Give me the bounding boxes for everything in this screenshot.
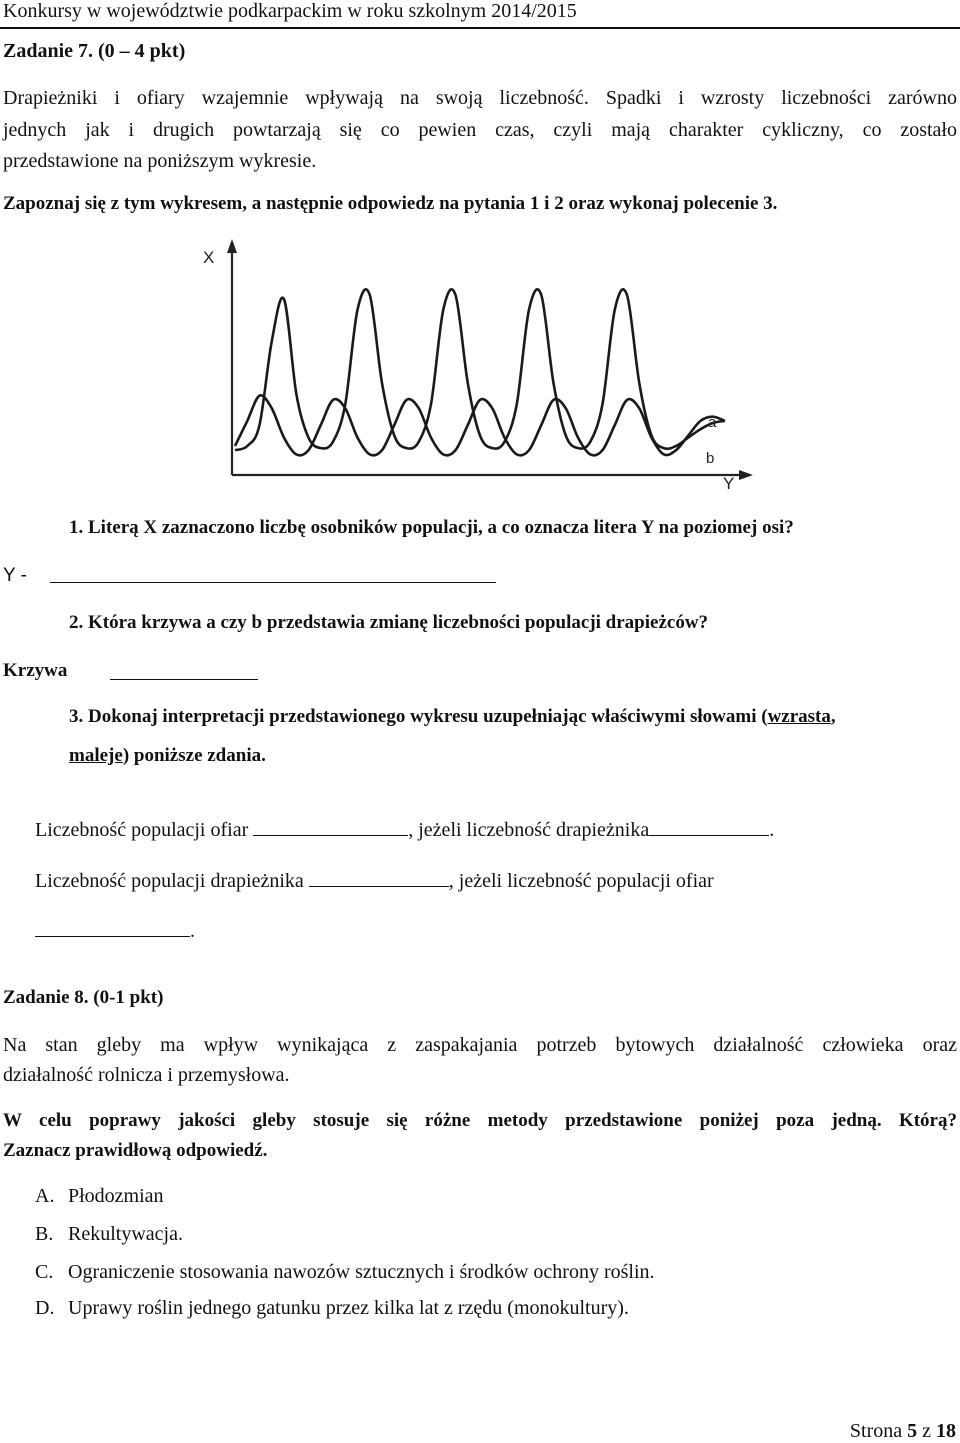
sentence-2-period: . — [190, 920, 195, 942]
q2-answer-field[interactable] — [110, 679, 258, 680]
y-axis-arrow — [227, 239, 237, 253]
q3-text-2: ) poniższe zdania. — [122, 745, 266, 766]
question-2: 2. Która krzywa a czy b przedstawia zmianę liczebności populacji drapieżców? — [69, 612, 709, 633]
task8-question-line-1: W celu poprawy jakości gleby stosuje się różne metody przedstawione poniżej poza jedną. Którą? — [3, 1110, 957, 1131]
sentence-1 — [35, 819, 774, 842]
q3-text-1: Dokonaj interpretacji przedstawionego wykresu uzupełniając właściwymi słowami ( — [88, 706, 768, 727]
option-b[interactable] — [35, 1223, 183, 1246]
series-layer — [235, 289, 725, 455]
option-d[interactable] — [35, 1297, 629, 1320]
option-c-letter: C. — [35, 1261, 54, 1283]
q1-answer-label: Y - — [3, 565, 27, 586]
task8-title: Zadanie 8. (0-1 pkt) — [3, 987, 164, 1008]
option-d-letter: D. — [35, 1297, 55, 1319]
question-3-line-1 — [69, 706, 836, 728]
q1-answer-field[interactable] — [50, 582, 496, 583]
footer-total-pages: 18 — [936, 1420, 956, 1442]
sentence-2-blank-1[interactable] — [309, 885, 449, 887]
x-axis-arrow — [739, 470, 753, 480]
sentence-1-blank-1[interactable] — [253, 834, 408, 836]
question-3-line-2 — [69, 745, 266, 767]
series-line-a — [235, 289, 725, 450]
task7-intro-line-1: Drapieżniki i ofiary wzajemnie wpływają na swoją liczebność. Spadki i wzrosty liczebności zarówno — [3, 87, 957, 109]
option-d-text: Uprawy roślin jednego gatunku przez kilka lat z rzędu (monokultury). — [68, 1297, 629, 1319]
predator-prey-chart — [185, 235, 765, 500]
option-c-text: Ograniczenie stosowania nawozów sztucznych i środków ochrony roślin. — [68, 1261, 655, 1283]
sentence-1-part-2: , jeżeli liczebność drapieżnika — [408, 819, 650, 841]
q3-comma: , — [830, 706, 836, 727]
y-axis-label: X — [203, 248, 215, 267]
header-divider — [0, 27, 960, 29]
task8-question-line-2: Zaznacz prawidłową odpowiedź. — [3, 1140, 268, 1161]
footer-prefix: Strona — [849, 1420, 903, 1442]
sentence-2-continued — [35, 920, 195, 943]
footer-of: z — [922, 1420, 931, 1442]
sentence-2-blank-2[interactable] — [35, 935, 190, 937]
task7-title: Zadanie 7. (0 – 4 pkt) — [3, 40, 186, 62]
sentence-2 — [35, 870, 714, 893]
sentence-2-part-1: Liczebność populacji drapieżnika — [35, 870, 304, 892]
sentence-1-part-1: Liczebność populacji ofiar — [35, 819, 249, 841]
q2-answer-label: Krzywa — [3, 660, 68, 681]
option-c[interactable] — [35, 1261, 655, 1284]
series-a-label: a — [708, 414, 717, 431]
sentence-1-period: . — [769, 819, 775, 841]
q3-number: 3. — [69, 706, 84, 727]
series-line-b — [235, 395, 725, 455]
q3-word-wzrasta: wzrasta — [767, 706, 831, 727]
task7-intro-line-2: jednych jak i drugich powtarzają się co pewien czas, czyli mają charakter cykliczny, co zostało — [3, 119, 957, 141]
sentence-2-part-2: , jeżeli liczebność populacji ofiar — [448, 870, 714, 892]
option-a-letter: A. — [35, 1185, 55, 1207]
option-b-text: Rekultywacja. — [68, 1223, 183, 1245]
task7-instruction: Zapoznaj się z tym wykresem, a następnie odpowiedz na pytania 1 i 2 oraz wykonaj polecenie 3. — [3, 193, 778, 214]
x-axis-label: Y — [723, 474, 735, 493]
task8-intro-line-2: działalność rolnicza i przemysłowa. — [3, 1064, 290, 1086]
series-b-label: b — [706, 450, 715, 467]
q3-word-maleje: maleje — [69, 745, 123, 766]
sentence-1-blank-2[interactable] — [649, 834, 769, 836]
option-a-text: Płodozmian — [68, 1185, 164, 1207]
option-a[interactable] — [35, 1185, 164, 1208]
page-header-title: Konkursy w województwie podkarpackim w roku szkolnym 2014/2015 — [3, 0, 577, 22]
question-1: 1. Literą X zaznaczono liczbę osobników populacji, a co oznacza litera Y na poziomej osi? — [69, 517, 794, 538]
footer-page-number: 5 — [907, 1420, 918, 1442]
task8-intro-line-1: Na stan gleby ma wpływ wynikająca z zaspakajania potrzeb bytowych działalność człowieka oraz — [3, 1034, 957, 1056]
option-b-letter: B. — [35, 1223, 54, 1245]
task7-intro-line-3: przedstawione na poniższym wykresie. — [3, 150, 317, 172]
